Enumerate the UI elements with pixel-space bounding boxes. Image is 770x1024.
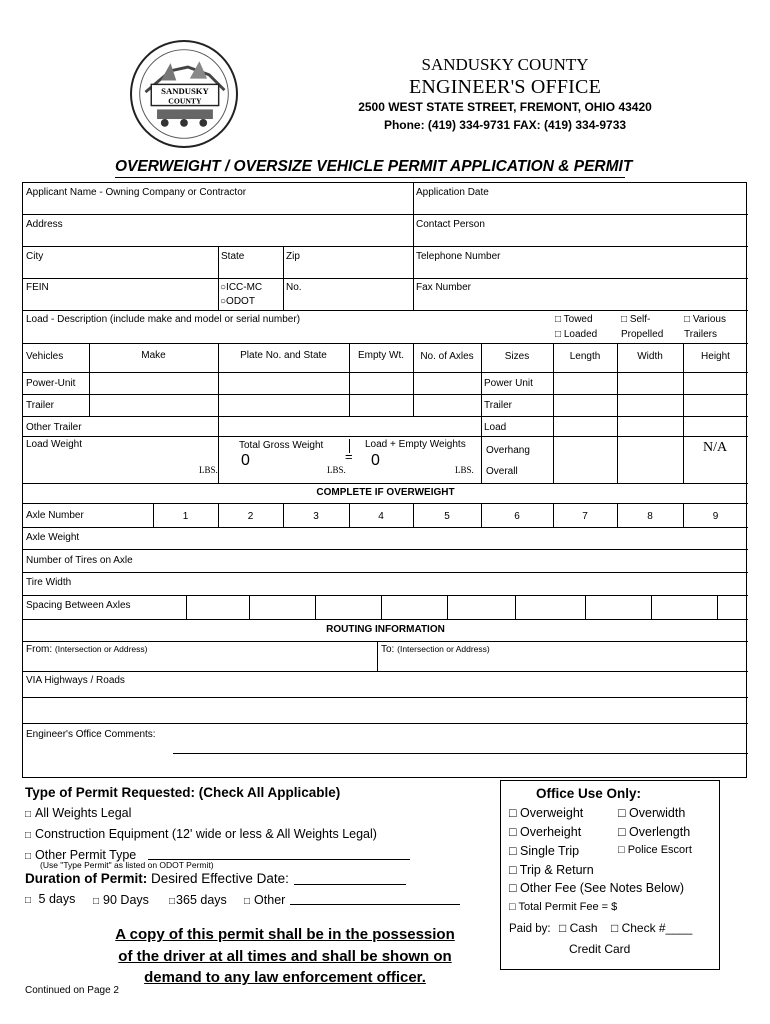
- duration-365-label: 365 days: [176, 893, 227, 907]
- row-divider: [23, 416, 748, 417]
- row-divider: [23, 394, 748, 395]
- axle-number-3: 3: [313, 511, 319, 522]
- applicant-name-label: Applicant Name - Owning Company or Contractor: [26, 187, 247, 198]
- overwidth-checkbox[interactable]: □ Overwidth: [618, 806, 686, 820]
- row-divider: [23, 503, 748, 504]
- row-divider: [23, 483, 748, 484]
- load-weight-label: Load Weight: [26, 439, 82, 450]
- load-plus-empty-value[interactable]: 0: [371, 452, 380, 469]
- row-divider: [23, 697, 748, 698]
- no-label: No.: [286, 282, 302, 293]
- total-fee-checkbox[interactable]: □ Total Permit Fee = $: [509, 901, 618, 913]
- col-divider: [186, 595, 187, 619]
- notice-line-3: demand to any law enforcement officer.: [144, 969, 426, 986]
- col-divider: [515, 595, 516, 619]
- checkbox-icon: □: [93, 896, 100, 907]
- axle-number-5: 5: [444, 511, 450, 522]
- axle-number-9: 9: [712, 511, 719, 522]
- col-divider: [717, 595, 718, 619]
- sum-weight-unit: LBS.: [455, 465, 474, 475]
- row-divider: [23, 372, 748, 373]
- axle-number-1: 1: [182, 511, 189, 522]
- col-divider: [553, 343, 554, 483]
- row-divider: [23, 278, 748, 279]
- notice-line-1: A copy of this permit shall be in the possession: [115, 926, 455, 943]
- various-trailers-label: Trailers: [684, 329, 717, 340]
- telephone-label: Telephone Number: [416, 251, 501, 262]
- checkbox-icon: □: [25, 851, 32, 862]
- load-size-label: Load: [484, 422, 507, 433]
- row-divider: [23, 527, 748, 528]
- other-trailer-label: Other Trailer: [26, 422, 82, 433]
- to-hint: (Intersection or Address): [397, 644, 490, 654]
- duration-heading: Duration of Permit:: [25, 871, 148, 886]
- duration-other-label: Other: [254, 893, 286, 907]
- cash-checkbox[interactable]: □ Cash: [559, 921, 598, 935]
- icc-mc-label: ICC-MC: [226, 282, 263, 293]
- row-divider: [23, 246, 748, 247]
- row-divider: [23, 214, 748, 215]
- office-address: 2500 WEST STATE STREET, FREMONT, OHIO 43420: [358, 100, 652, 114]
- state-label: State: [221, 251, 245, 262]
- gross-weight-unit: LBS.: [327, 465, 346, 475]
- vehicles-header: Vehicles: [26, 351, 64, 362]
- from-hint: (Intersection or Address): [54, 644, 148, 654]
- axle-number-8: 8: [647, 511, 653, 522]
- other-permit-type-field[interactable]: [148, 848, 410, 860]
- to-text: To:: [381, 644, 395, 655]
- sizes-header: Sizes: [504, 351, 530, 362]
- load-description-label: Load - Description (include make and model or serial number): [26, 314, 301, 325]
- construction-equipment-label: Construction Equipment (12' wide or less & All Weights Legal): [35, 827, 377, 841]
- contact-person-label: Contact Person: [416, 219, 485, 230]
- zip-label: Zip: [286, 251, 300, 262]
- to-label: [381, 644, 490, 655]
- seal-text-bottom: COUNTY: [168, 96, 202, 106]
- various-trailers-checkbox[interactable]: □ Various: [684, 314, 726, 325]
- col-divider: [413, 183, 414, 310]
- from-label: [26, 644, 148, 655]
- fein-label: FEIN: [26, 282, 49, 293]
- seal-text-top: SANDUSKY: [161, 86, 209, 96]
- col-divider: [218, 246, 219, 310]
- routing-heading: ROUTING INFORMATION: [326, 624, 445, 635]
- load-weight-unit: LBS.: [199, 465, 218, 475]
- trip-return-checkbox[interactable]: □ Trip & Return: [509, 863, 594, 877]
- col-divider: [447, 595, 448, 619]
- permit-type-heading: Type of Permit Requested: (Check All Applicable): [25, 785, 341, 800]
- overlength-checkbox[interactable]: □ Overlength: [618, 825, 691, 839]
- possession-notice: [110, 924, 460, 989]
- via-label: VIA Highways / Roads: [26, 675, 125, 686]
- desired-date-label: Desired Effective Date:: [151, 871, 289, 886]
- other-fee-checkbox[interactable]: □ Other Fee (See Notes Below): [509, 881, 684, 895]
- make-header: Make: [141, 350, 166, 361]
- row-divider: [23, 595, 748, 596]
- notice-line-2: of the driver at all times and shall be shown on: [118, 947, 452, 965]
- trailer-label: Trailer: [26, 400, 54, 411]
- office-name: ENGINEER'S OFFICE: [408, 76, 601, 98]
- axle-number-2: 2: [247, 511, 254, 522]
- tire-width-label: Tire Width: [26, 577, 72, 588]
- all-weights-legal-option[interactable]: [25, 806, 131, 820]
- row-divider: [23, 671, 748, 672]
- row-divider: [23, 572, 748, 573]
- checkbox-icon: □: [169, 896, 176, 907]
- tires-on-axle-label: Number of Tires on Axle: [26, 555, 133, 566]
- duration-5-days[interactable]: [25, 892, 75, 906]
- no-axles-header: No. of Axles: [420, 351, 474, 362]
- office-use-heading: Office Use Only:: [536, 786, 642, 801]
- power-unit-label: Power-Unit: [26, 378, 76, 389]
- col-divider: [585, 595, 586, 619]
- plate-header: Plate No. and State: [240, 350, 327, 361]
- permit-form-grid: [22, 182, 747, 778]
- row-divider: [23, 723, 748, 724]
- axle-weight-label: Axle Weight: [26, 532, 80, 543]
- duration-other-field[interactable]: [290, 893, 460, 905]
- col-divider: [381, 595, 382, 619]
- axle-number-label: Axle Number: [26, 510, 84, 521]
- col-divider: [283, 246, 284, 310]
- empty-wt-header: Empty Wt.: [357, 350, 405, 361]
- comments-label: Engineer's Office Comments:: [26, 729, 156, 740]
- duration-row: [25, 871, 289, 886]
- width-header: Width: [637, 351, 663, 362]
- police-escort-checkbox[interactable]: □ Police Escort: [618, 844, 692, 856]
- length-header: Length: [569, 351, 601, 362]
- self-propelled-checkbox[interactable]: □ Self-: [621, 314, 651, 325]
- overheight-checkbox[interactable]: □ Overheight: [509, 825, 582, 839]
- row-divider: [23, 310, 748, 311]
- col-divider: [218, 343, 219, 483]
- col-divider: [249, 595, 250, 619]
- checkbox-icon: □: [25, 809, 32, 820]
- icc-mc-option[interactable]: ○ICC-MC: [220, 282, 263, 293]
- paid-by-label: Paid by:: [509, 923, 551, 935]
- continued-note: Continued on Page 2: [25, 985, 119, 996]
- duration-90-label: 90 Days: [103, 893, 149, 907]
- address-label: Address: [26, 219, 63, 230]
- fax-label: Fax Number: [416, 282, 472, 293]
- single-trip-checkbox[interactable]: □ Single Trip: [509, 844, 580, 858]
- odot-label: ODOT: [226, 296, 255, 307]
- odot-option[interactable]: ○ODOT: [220, 296, 255, 307]
- overhang-label: Overhang: [486, 445, 530, 456]
- axle-number-4: 4: [378, 511, 384, 522]
- office-phone: Phone: (419) 334-9731 FAX: (419) 334-9733: [383, 118, 627, 132]
- construction-equipment-option[interactable]: [25, 827, 377, 841]
- power-unit-size-label: Power Unit: [484, 378, 533, 389]
- col-divider: [617, 343, 618, 483]
- application-date-label: Application Date: [416, 187, 489, 198]
- county-seal-logo: [130, 40, 238, 148]
- col-divider: [315, 595, 316, 619]
- col-divider: [683, 343, 684, 483]
- spacing-label: Spacing Between Axles: [26, 600, 131, 611]
- row-divider: [23, 641, 748, 642]
- duration-other[interactable]: [244, 893, 285, 907]
- checkbox-icon: □: [25, 895, 32, 906]
- col-divider: [651, 595, 652, 619]
- comment-line: [173, 753, 748, 754]
- overweight-section-heading: COMPLETE IF OVERWEIGHT: [316, 487, 455, 498]
- equals-sign: =: [345, 449, 353, 464]
- other-permit-hint: (Use "Type Permit" as listed on ODOT Permit): [40, 860, 214, 870]
- credit-card-label[interactable]: Credit Card: [569, 942, 631, 956]
- towed-checkbox[interactable]: □ Towed: [555, 314, 593, 325]
- axle-number-7: 7: [582, 511, 588, 522]
- total-gross-weight-value[interactable]: 0: [241, 452, 250, 469]
- all-weights-legal-label: All Weights Legal: [35, 806, 132, 820]
- city-label: City: [26, 251, 44, 262]
- self-propelled-label: Propelled: [621, 329, 664, 340]
- checkbox-icon: □: [244, 896, 251, 907]
- office-use-box: [500, 780, 720, 970]
- check-checkbox[interactable]: □ Check #____: [611, 921, 693, 935]
- other-permit-type-label: Other Permit Type: [35, 848, 137, 862]
- overweight-checkbox[interactable]: □ Overweight: [509, 806, 584, 820]
- trailer-size-label: Trailer: [484, 400, 512, 411]
- axle-number-6: 6: [514, 511, 520, 522]
- checkbox-icon: □: [25, 830, 32, 841]
- form-title: OVERWEIGHT / OVERSIZE VEHICLE PERMIT APPLICATION & PERMIT: [115, 158, 625, 178]
- duration-90-days[interactable]: [93, 893, 149, 907]
- overhang-value: N/A: [703, 440, 728, 455]
- duration-365-days[interactable]: [169, 893, 227, 907]
- county-name: SANDUSKY COUNTY: [421, 55, 589, 74]
- desired-date-field[interactable]: [294, 873, 406, 885]
- overall-label: Overall: [486, 466, 518, 477]
- total-gross-weight-label: Total Gross Weight: [239, 440, 324, 451]
- load-plus-empty-label: Load + Empty Weights: [365, 439, 466, 450]
- from-text: From:: [26, 644, 53, 655]
- height-header: Height: [701, 351, 730, 362]
- col-divider: [481, 343, 482, 483]
- col-divider: [377, 641, 378, 671]
- loaded-checkbox[interactable]: □ Loaded: [555, 329, 598, 340]
- row-divider: [23, 549, 748, 550]
- duration-5-label: 5 days: [38, 892, 76, 906]
- row-divider: [23, 343, 748, 344]
- row-divider: [23, 619, 748, 620]
- row-divider: [23, 436, 748, 437]
